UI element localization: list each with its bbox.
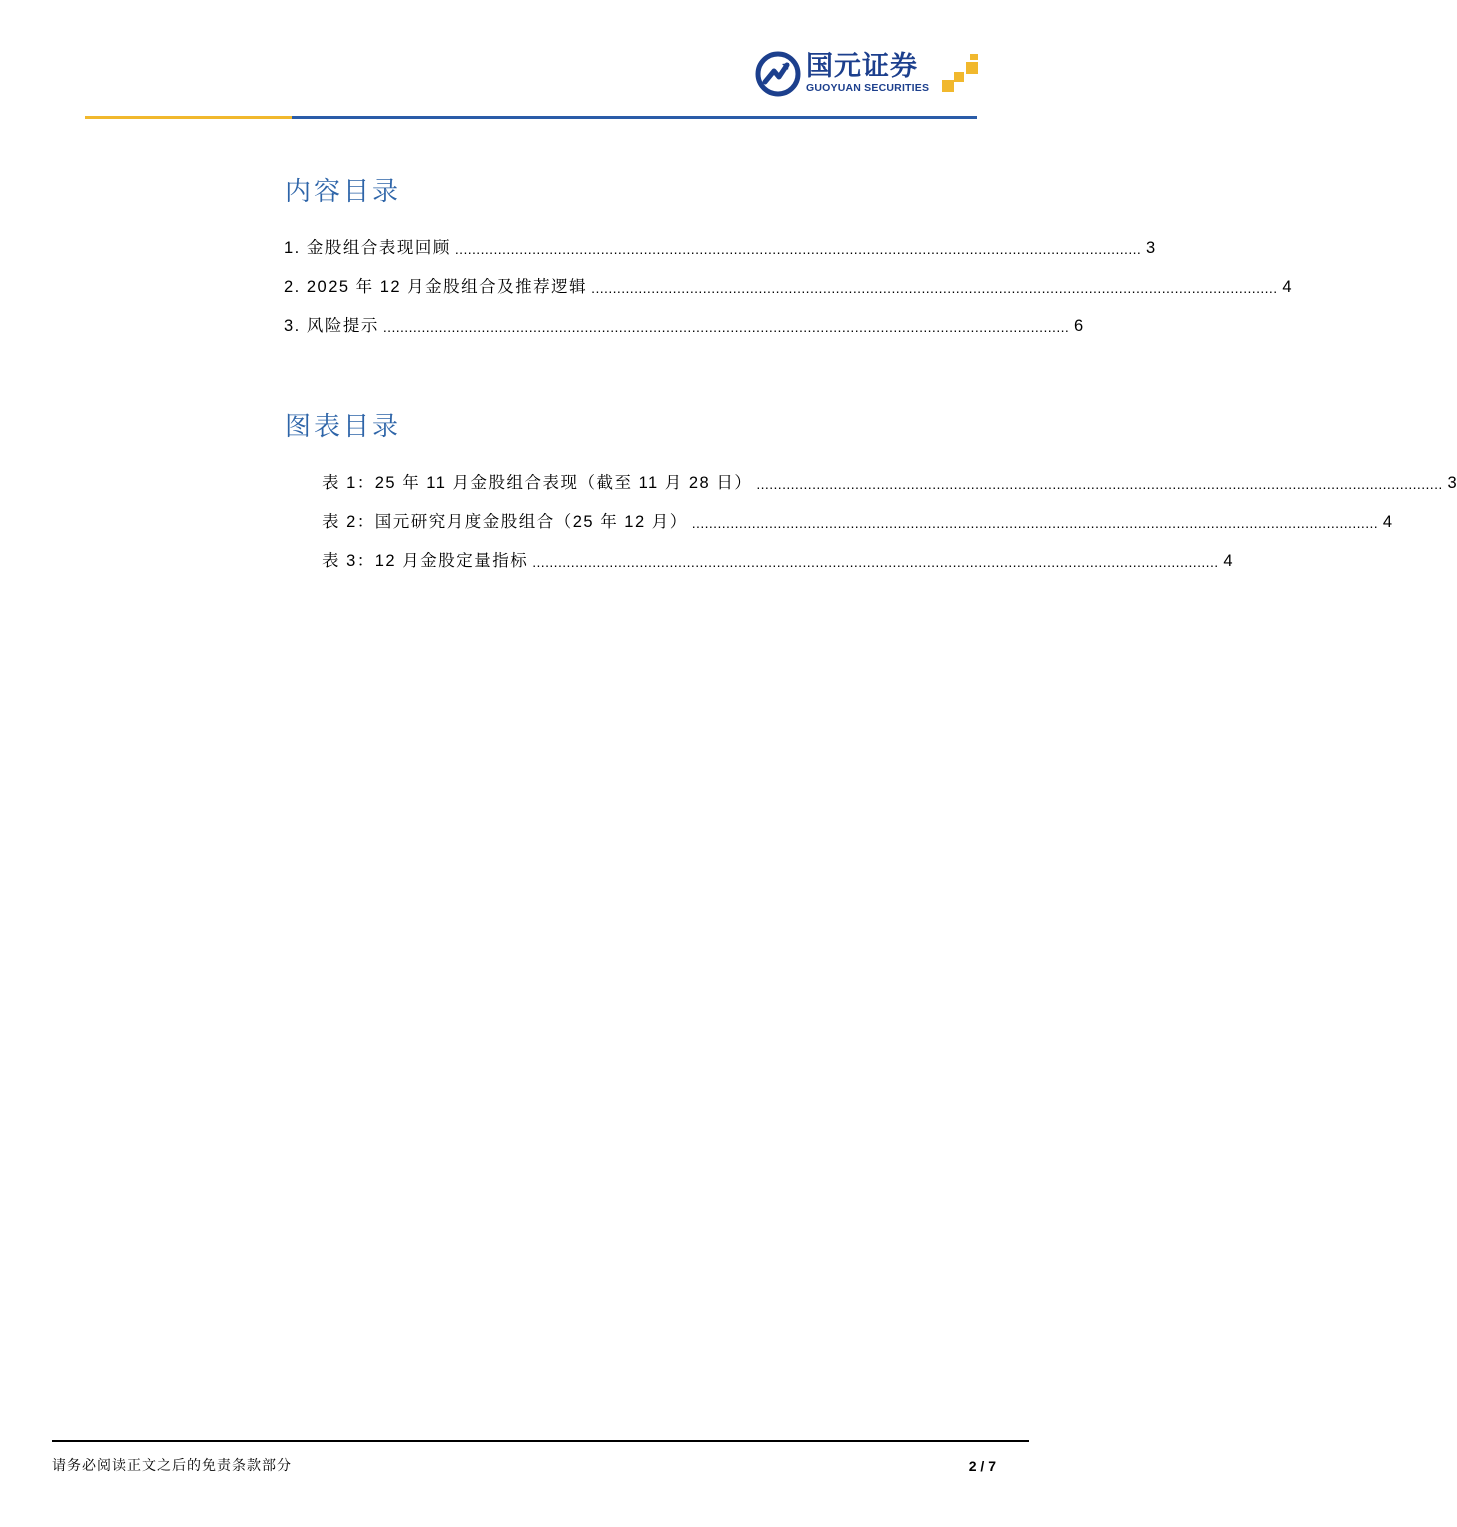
figures-title: 图表目录	[285, 412, 402, 442]
toc-leader-dots: ................................................................................................................................................................	[691, 515, 1379, 531]
toc-item-label: 2. 2025 年 12 月金股组合及推荐逻辑	[284, 278, 588, 296]
toc-item-label: 3. 风险提示	[284, 317, 379, 335]
toc-item[interactable]	[284, 273, 1292, 297]
toc-leader-dots: ................................................................................................................................................................	[382, 319, 1070, 335]
logo-english-name: GUOYUAN SECURITIES	[806, 82, 930, 94]
toc-leader-dots: ................................................................................................................................................................	[756, 476, 1443, 492]
figure-toc-item-page: 4	[1382, 513, 1393, 531]
toc-item-label: 1. 金股组合表现回顾	[284, 239, 451, 257]
gold-steps-icon	[942, 54, 980, 94]
figure-toc-item-page: 4	[1223, 552, 1233, 570]
page-indicator: 2 / 7	[968, 1458, 996, 1474]
toc-leader-dots: ................................................................................................................................................................	[454, 241, 1142, 257]
footer-disclaimer: 请务必阅读正文之后的免责条款部分	[52, 1458, 292, 1474]
header-rule-blue	[292, 116, 977, 119]
toc-leader-dots: ................................................................................................................................................................	[532, 554, 1219, 570]
toc-item-page: 6	[1074, 317, 1084, 335]
toc-item-page: 3	[1146, 239, 1156, 257]
toc-item-page: 4	[1282, 278, 1292, 296]
header-rule-gold	[85, 116, 292, 119]
figure-toc-item[interactable]	[322, 469, 1457, 493]
logo-chinese-name: 国元证券	[806, 51, 918, 82]
footer-rule	[52, 1440, 1029, 1442]
company-logo	[756, 50, 981, 100]
figure-toc-item[interactable]	[322, 547, 1233, 571]
figure-toc-item-label: 表 1：25 年 11 月金股组合表现（截至 11 月 28 日）	[322, 474, 753, 492]
figure-toc-item[interactable]	[322, 508, 1393, 532]
figure-toc-item-label: 表 2：国元研究月度金股组合（25 年 12 月）	[322, 513, 688, 531]
toc-item[interactable]	[284, 234, 1156, 258]
figure-toc-item-label: 表 3：12 月金股定量指标	[322, 552, 529, 570]
contents-title: 内容目录	[285, 177, 402, 207]
guoyuan-emblem-icon	[756, 52, 800, 96]
toc-item[interactable]	[284, 312, 1084, 336]
figure-toc-item-page: 3	[1447, 474, 1457, 492]
toc-leader-dots: ................................................................................................................................................................	[591, 280, 1278, 296]
